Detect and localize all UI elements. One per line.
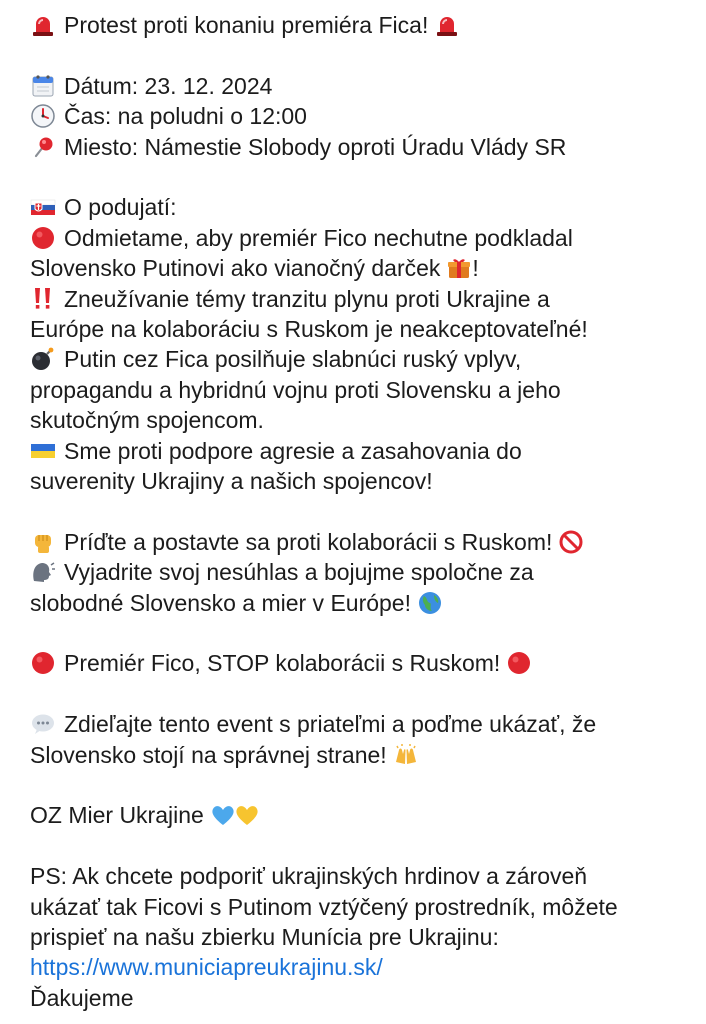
speech-bubble-icon [30, 711, 56, 737]
ps-text: ukázať tak Ficovi s Putinom vztýčený prostredník, môžete [30, 893, 618, 920]
thanks-text: Ďakujeme [30, 984, 134, 1011]
globe-icon [417, 590, 443, 616]
post-content [30, 10, 696, 1013]
prohibited-icon [558, 529, 584, 555]
paragraph-1-line-1 [30, 223, 696, 253]
ps-line-2 [30, 892, 696, 922]
cta-line-2 [30, 557, 696, 587]
thanks-line [30, 983, 696, 1013]
raising-hands-icon [393, 742, 419, 768]
spacer [30, 770, 696, 800]
paragraph-2-line-2 [30, 314, 696, 344]
share-text: Zdieľajte tento event s priateľmi a poďme ukázať, že [64, 711, 597, 738]
ps-line-3 [30, 922, 696, 952]
ps-text: prispieť na našu zbierku Munícia pre Ukrajinu: [30, 924, 499, 951]
yellow-heart-icon [234, 802, 260, 828]
post-title: Protest proti konaniu premiéra Fica! [64, 12, 429, 38]
ukraine-flag-icon [30, 438, 56, 464]
paragraph-3-line-1 [30, 344, 696, 374]
paragraph-2-line-1 [30, 284, 696, 314]
red-circle-icon [506, 650, 532, 676]
siren-icon [434, 12, 460, 38]
post-title-line [30, 10, 696, 40]
paragraph-3-line-3 [30, 405, 696, 435]
spacer [30, 162, 696, 192]
paragraph-4-text: Sme proti podpore agresie a zasahovania do [64, 437, 522, 464]
slovakia-flag-icon [30, 194, 56, 220]
cta-text: Vyjadrite svoj nesúhlas a bojujme spoločne za [64, 559, 534, 586]
event-date-line [30, 71, 696, 101]
donation-link-line [30, 952, 696, 982]
cta-line-3 [30, 588, 696, 618]
cta-text: slobodné Slovensko a mier v Európe! [30, 589, 411, 616]
spacer [30, 618, 696, 648]
calendar-icon [30, 73, 56, 99]
paragraph-2-text: Európe na kolaboráciu s Ruskom je neakceptovateľné! [30, 316, 588, 343]
stop-text: Premiér Fico, STOP kolaborácii s Ruskom! [64, 650, 501, 677]
event-place-line [30, 132, 696, 162]
spacer [30, 831, 696, 861]
speaking-head-icon [30, 559, 56, 585]
siren-icon [30, 12, 56, 38]
spacer [30, 679, 696, 709]
gift-icon [446, 255, 472, 281]
raised-fist-icon [30, 529, 56, 555]
stop-line [30, 648, 696, 678]
event-place: Miesto: Námestie Slobody oproti Úradu Vlády SR [64, 133, 567, 160]
paragraph-3-line-2 [30, 375, 696, 405]
blue-heart-icon [210, 802, 236, 828]
spacer [30, 496, 696, 526]
clock-icon [30, 103, 56, 129]
paragraph-3-text: Putin cez Fica posilňuje slabnúci ruský vplyv, [64, 346, 522, 373]
paragraph-1-text: ! [472, 255, 479, 282]
organizer-line [30, 800, 696, 830]
event-time: Čas: na poludni o 12:00 [64, 103, 307, 130]
about-heading-line [30, 192, 696, 222]
red-circle-icon [30, 650, 56, 676]
red-circle-icon [30, 225, 56, 251]
about-heading: O podujatí: [64, 194, 177, 221]
paragraph-3-text: propagandu a hybridnú vojnu proti Slovensku a jeho [30, 376, 561, 403]
ps-text: PS: Ak chcete podporiť ukrajinských hrdinov a zároveň [30, 863, 588, 890]
share-line-1 [30, 709, 696, 739]
paragraph-2-text: Zneužívanie témy tranzitu plynu proti Ukrajine a [64, 285, 550, 312]
ps-line-1 [30, 861, 696, 891]
pushpin-icon [30, 134, 56, 160]
donation-link[interactable]: https://www.municiapreukrajinu.sk/ [30, 954, 383, 981]
paragraph-1-line-2 [30, 253, 696, 283]
bomb-icon [30, 346, 56, 372]
paragraph-1-text: Slovensko Putinovi ako vianočný darček [30, 255, 441, 282]
share-line-2 [30, 740, 696, 770]
event-date: Dátum: 23. 12. 2024 [64, 72, 273, 99]
cta-text: Príďte a postavte sa proti kolaborácii s Ruskom! [64, 528, 553, 555]
double-exclamation-icon [30, 286, 56, 312]
paragraph-4-line-1 [30, 436, 696, 466]
paragraph-4-text: suverenity Ukrajiny a našich spojencov! [30, 468, 433, 495]
share-text: Slovensko stojí na správnej strane! [30, 741, 387, 768]
event-time-line [30, 101, 696, 131]
paragraph-3-text: skutočným spojencom. [30, 407, 264, 434]
organizer-name: OZ Mier Ukrajine [30, 802, 204, 829]
paragraph-4-line-2 [30, 466, 696, 496]
spacer [30, 40, 696, 70]
cta-line-1 [30, 527, 696, 557]
paragraph-1-text: Odmietame, aby premiér Fico nechutne podkladal [64, 224, 573, 251]
